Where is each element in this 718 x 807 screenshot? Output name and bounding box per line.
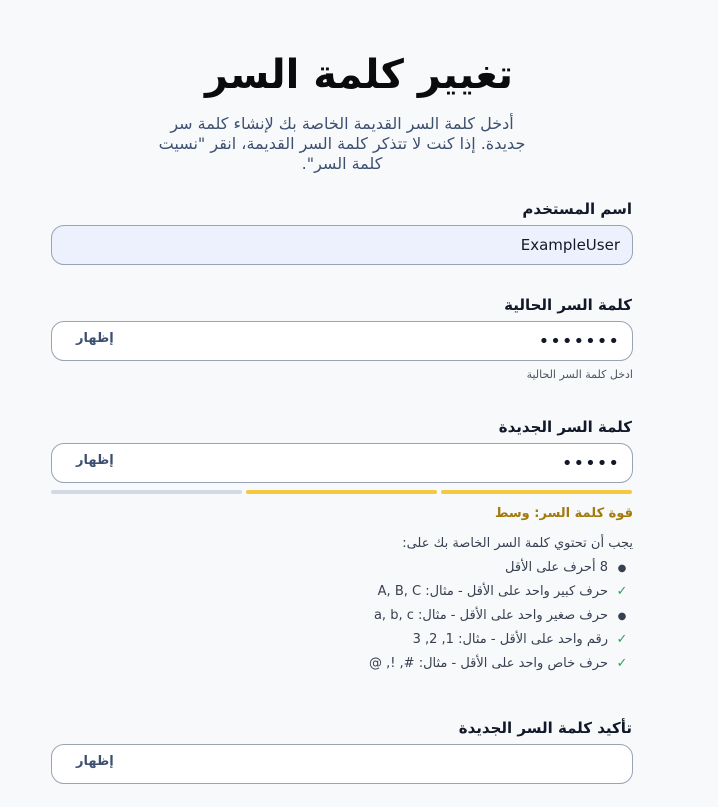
username-label: اسم المستخدم <box>522 200 632 218</box>
confirm-password-input[interactable] <box>160 745 620 783</box>
check-icon: ✓ <box>616 584 628 599</box>
new-password-field-container <box>51 443 633 483</box>
page-title: تغيير كلمة السر <box>205 52 513 98</box>
requirement-text: رقم واحد على الأقل - مثال: 1, 2, 3 <box>412 632 608 647</box>
bullet-icon: ● <box>617 563 627 574</box>
requirement-text: حرف صغير واحد على الأقل - مثال: a, b, c <box>373 608 608 623</box>
requirement-item <box>369 560 630 584</box>
requirement-text: 8 أحرف على الأقل <box>505 560 608 575</box>
confirm-password-field-container <box>51 744 633 784</box>
requirement-item <box>369 608 630 632</box>
new-password-input[interactable] <box>160 444 620 482</box>
requirements-list <box>369 560 630 680</box>
username-input[interactable] <box>160 226 620 264</box>
show-confirm-password-button[interactable]: إظهار <box>76 754 114 769</box>
requirement-text: حرف خاص واحد على الأقل - مثال: #, !, @ <box>368 656 608 671</box>
password-strength-label: قوة كلمة السر: وسط <box>494 506 633 521</box>
current-password-input[interactable] <box>160 322 620 360</box>
current-password-hint: ادخل كلمة السر الحالية <box>526 368 633 381</box>
username-field-container <box>51 225 633 265</box>
show-current-password-button[interactable]: إظهار <box>76 331 114 346</box>
confirm-password-label: تأكيد كلمة السر الجديدة <box>458 719 632 737</box>
current-password-field-container <box>51 321 633 361</box>
new-password-label: كلمة السر الجديدة <box>498 418 632 436</box>
check-icon: ✓ <box>616 632 628 647</box>
check-icon: ✓ <box>616 656 628 671</box>
requirement-item <box>369 584 630 608</box>
bullet-icon: ● <box>617 611 627 622</box>
strength-segment-3 <box>51 490 242 494</box>
current-password-label: كلمة السر الحالية <box>504 296 632 314</box>
requirement-item <box>369 632 630 656</box>
requirements-title: يجب أن تحتوي كلمة السر الخاصة بك على: <box>402 536 633 551</box>
intro-text: أدخل كلمة السر القديمة الخاصة بك لإنشاء كلمة سر جديدة. إذا كنت لا تتذكر كلمة السر القديمة، انقر "نسيت كلمة السر". <box>158 114 526 173</box>
show-new-password-button[interactable]: إظهار <box>76 453 114 468</box>
requirement-item <box>369 656 630 680</box>
requirement-text: حرف كبير واحد على الأقل - مثال: A, B, C <box>377 584 608 599</box>
strength-segment-2 <box>246 490 437 494</box>
strength-segment-1 <box>441 490 632 494</box>
